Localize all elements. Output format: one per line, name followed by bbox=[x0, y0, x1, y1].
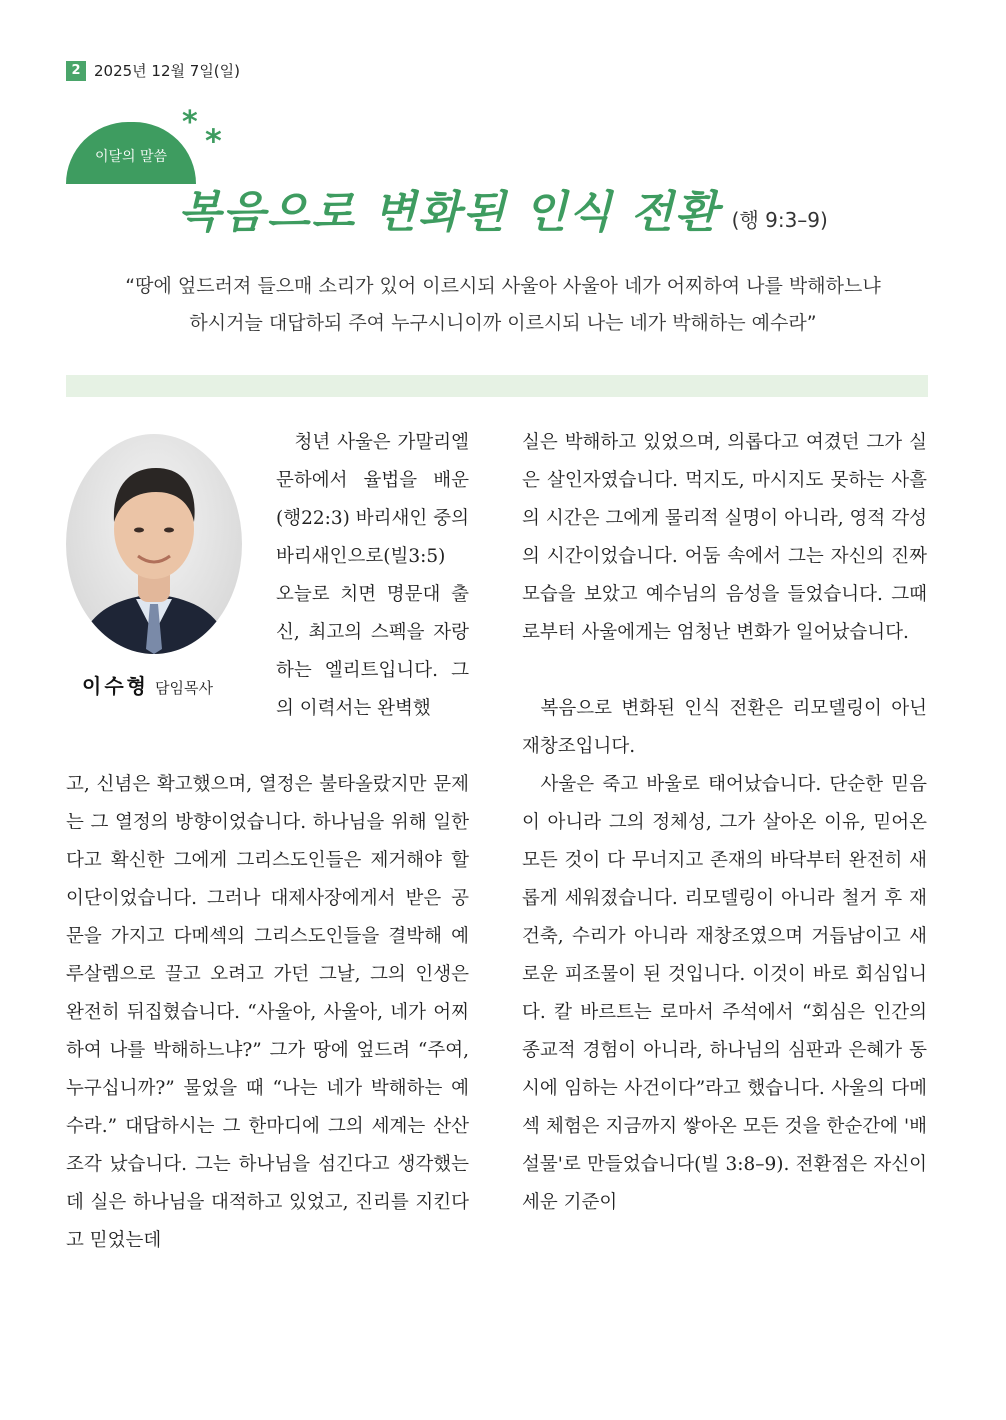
asterisk-icon: * bbox=[205, 122, 222, 160]
author-byline bbox=[82, 670, 213, 699]
body-paragraph: 청년 사울은 가말리엘 문하에서 율법을 배운(행22:3) 바리새인 중의 바리새인으로(빌3:5) 오늘로 치면 명문대 출신, 최고의 스펙을 자랑하는 엘리트입니다. 그의 이력서는 완벽했 bbox=[276, 432, 469, 719]
author-role: 담임목사 bbox=[154, 679, 213, 697]
section-badge bbox=[66, 122, 196, 184]
scripture-quote bbox=[60, 268, 946, 342]
author-name: 이수형 bbox=[82, 674, 149, 698]
body-paragraph: 사울은 죽고 바울로 태어났습니다. 단순한 믿음이 아니라 그의 정체성, 그가 살아온 이유, 믿어온 모든 것이 다 무너지고 존재의 바닥부터 완전히 새롭게 세워졌습니다. 리모델링이 아니라 철거 후 재건축, 수리가 아니라 재창조였으며 거듭남이고 새로운 피조물이 된 것입니다. 이것이 바로 회심입니다. 칼 바르트는 로마서 주석에서 “회심은 인간의 종교적 경험이 아니라, 하나님의 심판과 은혜가 동시에 임하는 사건이다”라고 했습니다. 사울의 다메섹 체험은 지금까지 쌓아온 모든 것을 한순간에 '배설물'로 만들었습니다(빌 3:8–9). 전환점은 자신이 세운 기준이 bbox=[522, 774, 927, 1213]
author-photo bbox=[66, 434, 242, 654]
section-label: 이달의 말씀 bbox=[94, 149, 168, 165]
scripture-reference: (행 9:3–9) bbox=[731, 208, 828, 232]
body-paragraph: 실은 박해하고 있었으며, 의롭다고 여겼던 그가 실은 살인자였습니다. 먹지도, 마시지도 못하는 사흘의 시간은 그에게 물리적 실명이 아니라, 영적 각성의 시간이었습니다. 어둠 속에서 그는 자신의 진짜 모습을 보았고 예수님의 음성을 들었습니다. 그때로부터 사울에게는 엄청난 변화가 일어났습니다. bbox=[522, 432, 927, 643]
issue-date: 2025년 12월 7일(일) bbox=[94, 62, 241, 80]
quote-line-1: “땅에 엎드러져 들으매 소리가 있어 이르시되 사울아 사울아 네가 어찌하여 나를 박해하느냐 bbox=[125, 275, 881, 297]
asterisk-icon: * bbox=[182, 105, 198, 140]
page-number: 2 bbox=[66, 61, 86, 81]
quote-line-2: 하시거늘 대답하되 주여 누구시니이까 이르시되 나는 네가 박해하는 예수라” bbox=[189, 312, 817, 334]
portrait-image bbox=[66, 434, 242, 654]
page-title: 복음으로 변화된 인식 전환 bbox=[178, 187, 720, 238]
body-paragraph: 복음으로 변화된 인식 전환은 리모델링이 아닌 재창조입니다. bbox=[522, 698, 927, 757]
body-column-right bbox=[522, 424, 927, 1222]
body-paragraph: 고, 신념은 확고했으며, 열정은 불타올랐지만 문제는 그 열정의 방향이었습니다. 하나님을 위해 일한다고 확신한 그에게 그리스도인들은 제거해야 할 이단이었습니다. 그러나 대제사장에게서 받은 공문을 가지고 다메섹의 그리스도인들을 결박해 예루살렘으로 끌고 오려고 가던 그날, 그의 인생은 완전히 뒤집혔습니다. “사울아, 사울아, 네가 어찌하여 나를 박해하느냐?” 그가 땅에 엎드려 “주여, 누구십니까?” 물었을 때 “나는 네가 박해하는 예수라.” 대답하시는 그 한마디에 그의 세계는 산산조각 났습니다. 그는 하나님을 섬긴다고 생각했는데 실은 하나님을 대적하고 있었고, 진리를 지킨다고 믿었는데 bbox=[66, 774, 469, 1251]
divider-band bbox=[66, 375, 928, 397]
title-row bbox=[0, 176, 1006, 240]
page-header bbox=[66, 60, 240, 81]
